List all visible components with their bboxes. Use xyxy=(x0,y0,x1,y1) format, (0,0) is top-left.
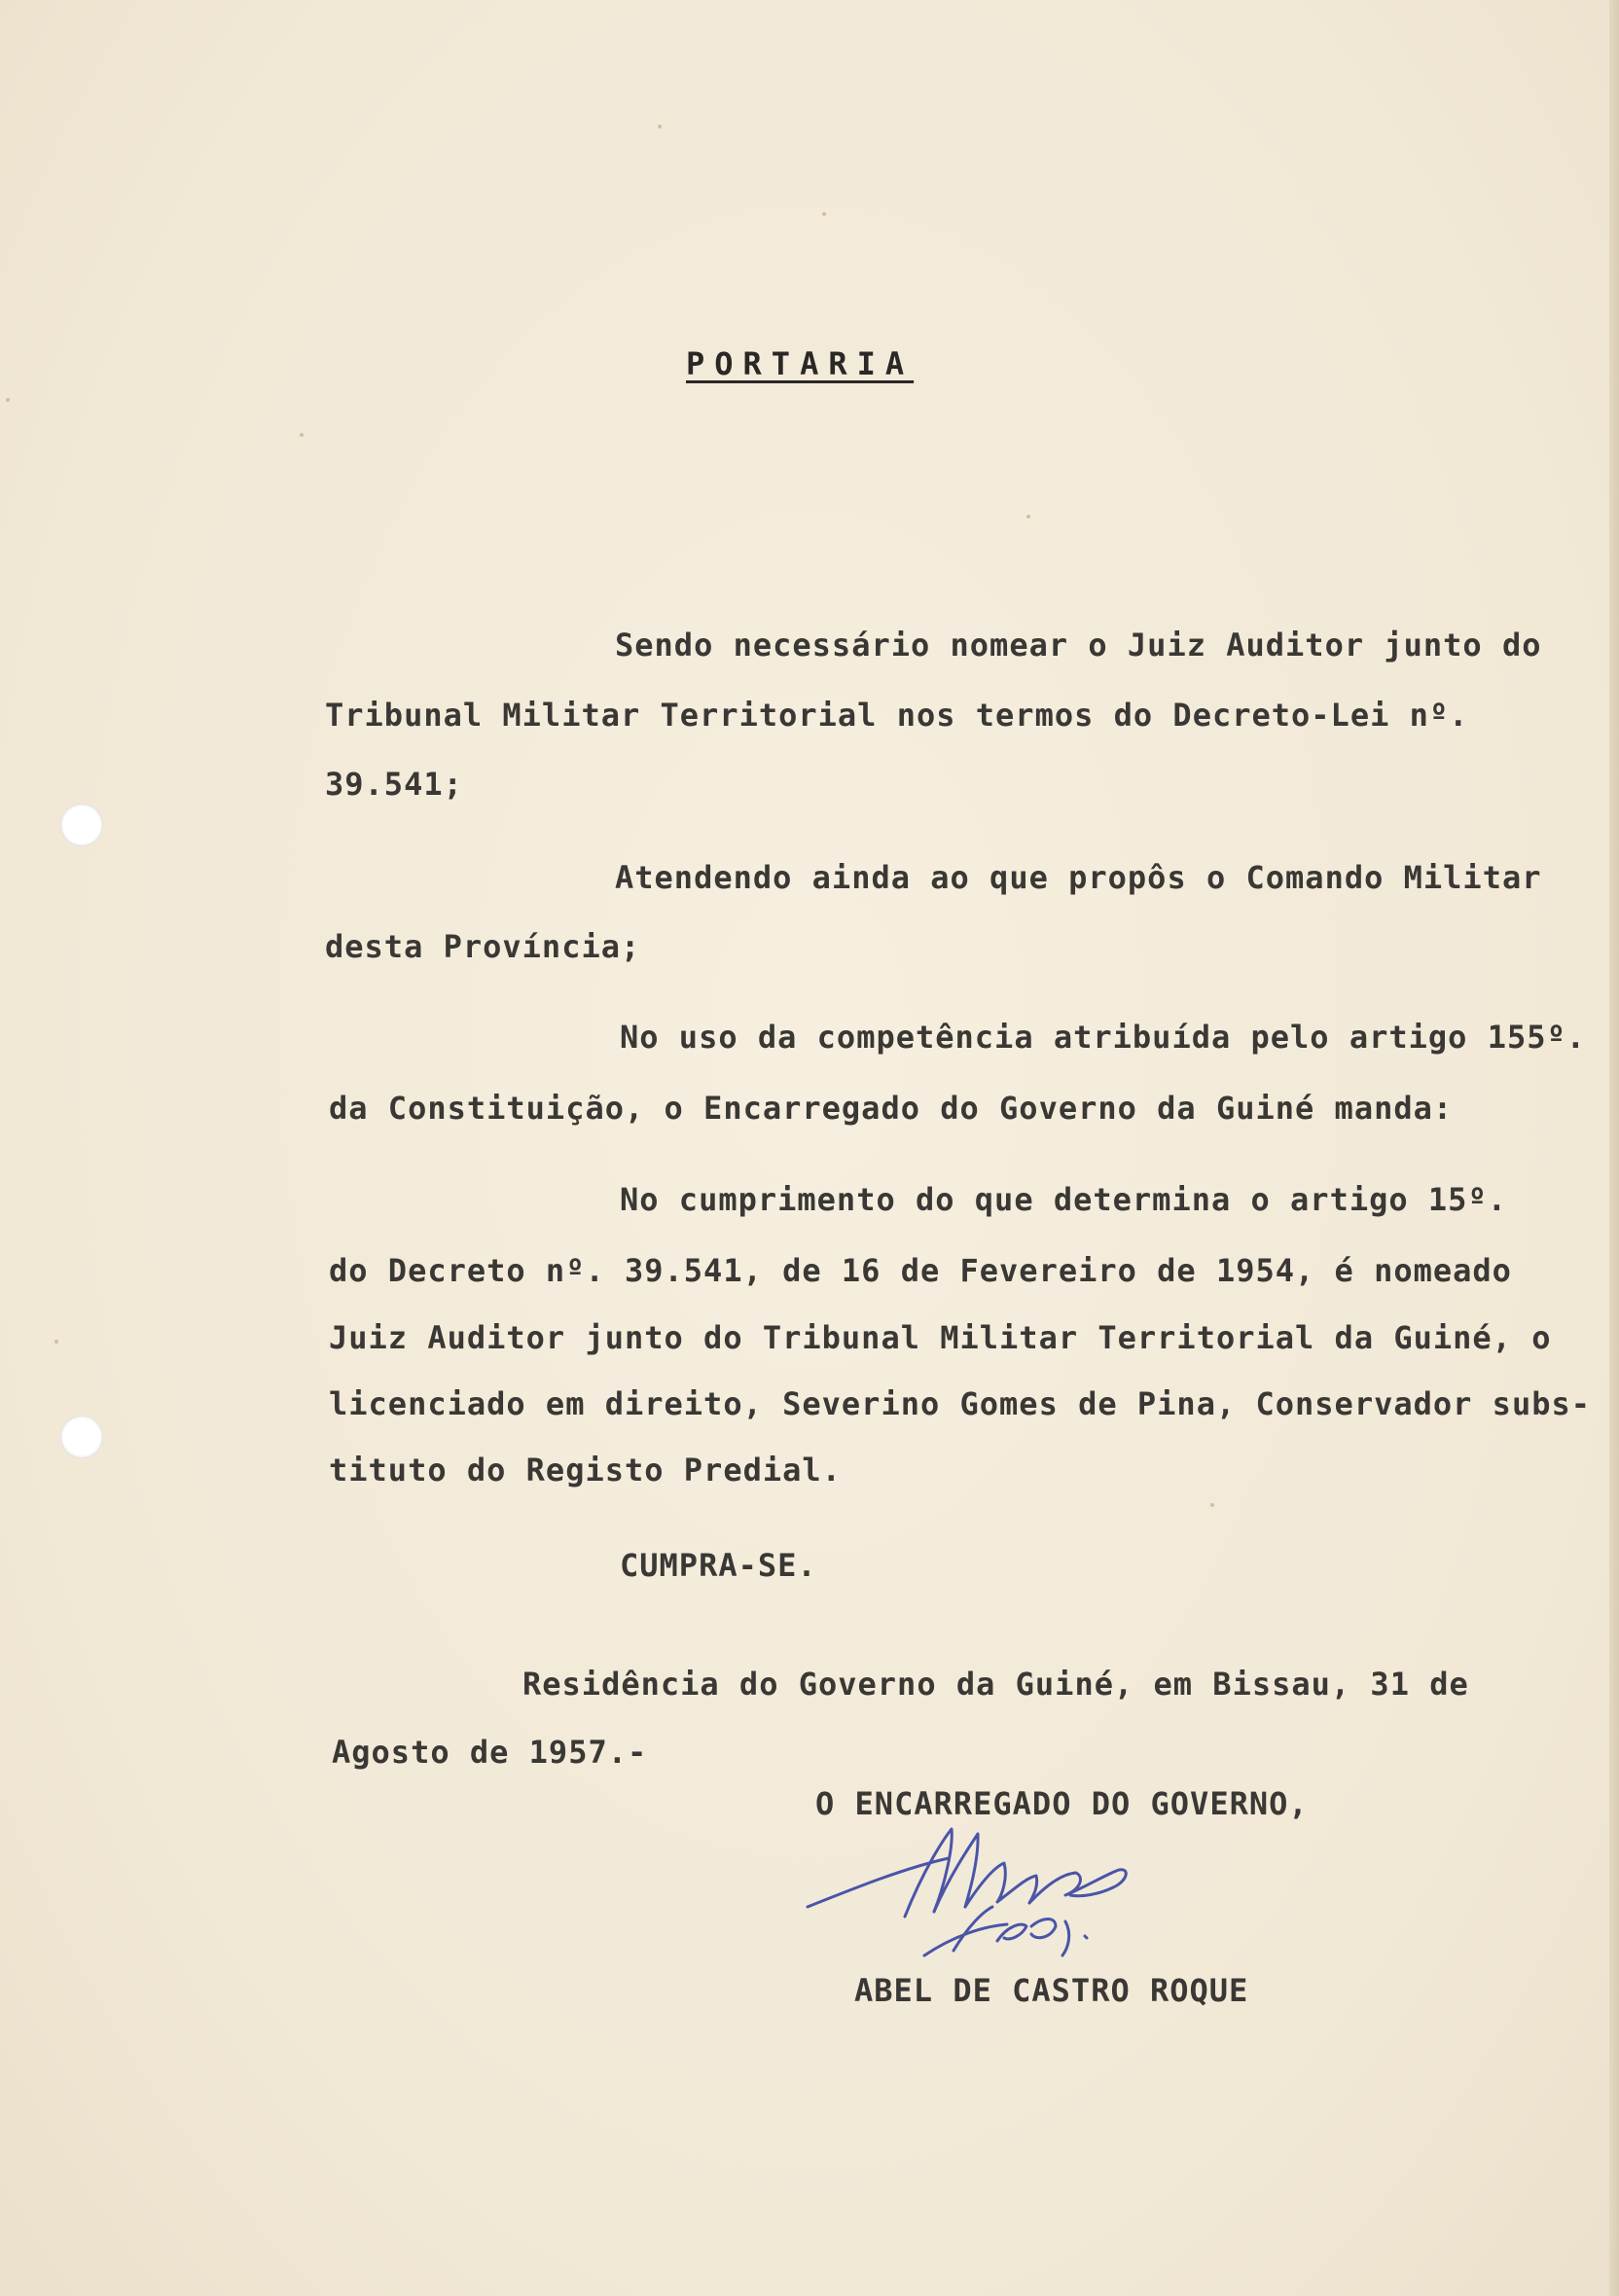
place-date-line2: Agosto de 1957.- xyxy=(332,1734,648,1771)
punch-hole-top xyxy=(60,804,103,846)
paragraph2-line2: desta Província; xyxy=(325,928,641,965)
paragraph1-line1: Sendo necessário nomear o Juiz Auditor junto do xyxy=(615,627,1542,664)
closing-text: CUMPRA-SE. xyxy=(620,1547,817,1584)
paragraph1-line3: 39.541; xyxy=(325,766,463,803)
paragraph4-line2: do Decreto nº. 39.541, de 16 de Fevereiro de 1954, é nomeado xyxy=(329,1252,1512,1289)
handwritten-signature xyxy=(788,1780,1236,1975)
paragraph3-line2: da Constituição, o Encarregado do Governo da Guiné manda: xyxy=(329,1090,1454,1127)
paragraph4-line5: tituto do Registo Predial. xyxy=(329,1452,842,1489)
place-date-line1: Residência do Governo da Guiné, em Bissau, 31 de xyxy=(522,1666,1469,1703)
document-title: PORTARIA xyxy=(686,345,915,382)
paper-edge xyxy=(1609,0,1619,2296)
punch-hole-bottom xyxy=(60,1416,103,1458)
paper-speck xyxy=(658,125,662,128)
paragraph4-line3: Juiz Auditor junto do Tribunal Militar Territorial da Guiné, o xyxy=(329,1319,1552,1356)
paper-speck xyxy=(1026,515,1030,519)
paragraph2-line1: Atendendo ainda ao que propôs o Comando Militar xyxy=(615,859,1542,896)
paper-speck xyxy=(6,398,10,402)
paper-speck xyxy=(1210,1503,1214,1507)
signatory-name: ABEL DE CASTRO ROQUE xyxy=(854,1972,1249,2009)
paragraph3-line1: No uso da competência atribuída pelo artigo 155º. xyxy=(620,1019,1587,1056)
paragraph1-line2: Tribunal Militar Territorial nos termos do Decreto-Lei nº. xyxy=(325,697,1469,734)
signatory-title: O ENCARREGADO DO GOVERNO, xyxy=(815,1785,1309,1822)
paragraph4-line4: licenciado em direito, Severino Gomes de Pina, Conservador subs- xyxy=(329,1385,1591,1422)
paragraph4-line1: No cumprimento do que determina o artigo 15º. xyxy=(620,1181,1507,1218)
paper-speck xyxy=(54,1340,58,1344)
paper-speck xyxy=(822,212,826,216)
paper-speck xyxy=(300,433,304,437)
